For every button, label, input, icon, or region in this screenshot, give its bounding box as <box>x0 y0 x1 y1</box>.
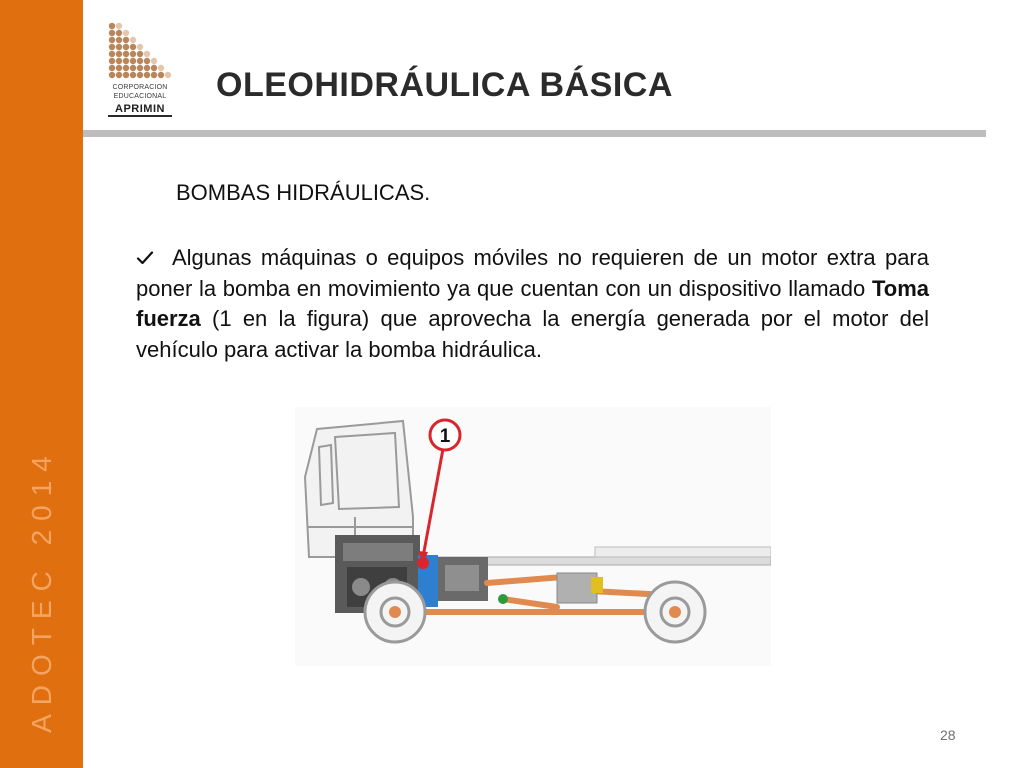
logo-line-2: EDUCACIONAL <box>113 93 167 100</box>
callout-number: 1 <box>439 426 451 447</box>
sidebar-band <box>0 0 83 768</box>
paragraph-text-after: (1 en la figura) que aprovecha la energía generada por el motor del vehículo para activar la bomba hidráulica. <box>136 306 929 362</box>
logo-underline <box>108 115 172 117</box>
sidebar-vertical-text: ADOTEC 2014 <box>26 447 57 733</box>
truck-pto-illustration <box>295 407 771 666</box>
checkmark-icon <box>136 243 172 274</box>
title-divider <box>83 130 986 137</box>
section-subtitle: BOMBAS HIDRÁULICAS. <box>176 180 431 205</box>
logo-line-1: CORPORACION <box>112 84 168 91</box>
paragraph-emphasis: Toma fuerza <box>136 275 929 331</box>
page-number: 28 <box>940 727 956 743</box>
slide-title: OLEOHIDRÁULICA BÁSICA <box>216 66 673 104</box>
logo-brand: APRIMIN <box>115 103 165 115</box>
body-paragraph <box>136 243 929 365</box>
paragraph-text-before: Algunas máquinas o equipos móviles no requieren de un motor extra para poner la bomba en movimiento ya que cuentan con un dispositivo llamado <box>136 245 929 301</box>
